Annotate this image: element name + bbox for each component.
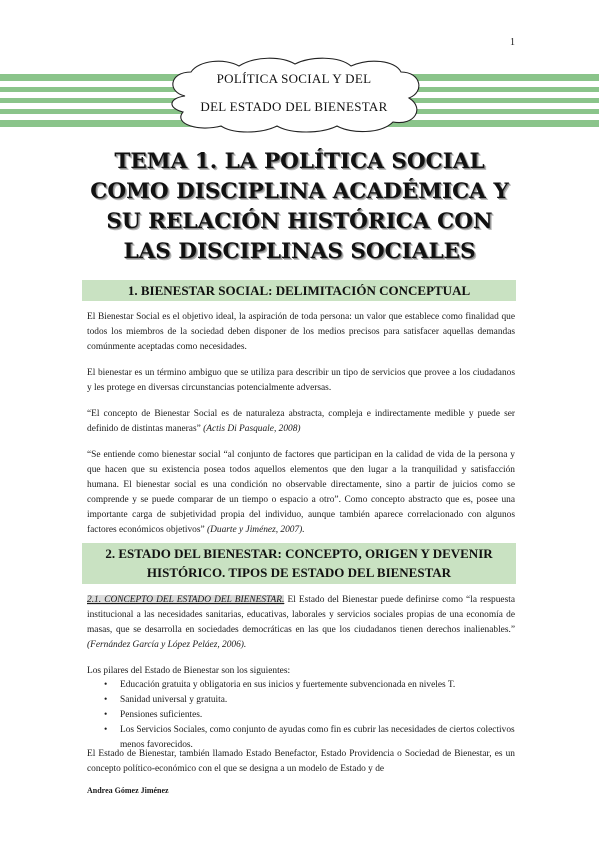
- citation: (Duarte y Jiménez, 2007).: [207, 525, 305, 535]
- page-number: 1: [510, 37, 515, 48]
- paragraph: El Estado de Bienestar, también llamado Estado Benefactor, Estado Providencia o Sociedad de Bienestar, es un concepto político-económico con el que se designa a un modelo de Estado y de: [87, 749, 515, 774]
- definition-paragraph: [87, 593, 515, 653]
- subsection-heading: 2.1. CONCEPTO DEL ESTADO DEL BIENESTAR.: [87, 595, 285, 605]
- footer-author: Andrea Gómez Jiménez: [87, 786, 169, 795]
- paragraph: El Bienestar Social es el objetivo ideal, la aspiración de toda persona: un valor que establece como finalidad que todos los miembros de la sociedad deben disponer de los medios precisos para satisfacer aquellas demandas comúnmente aceptadas como necesidades.: [87, 312, 515, 352]
- list-item: [100, 708, 515, 723]
- pillars-list: [100, 678, 515, 753]
- list-item-text: Pensiones suficientes.: [120, 710, 203, 720]
- main-title: [60, 147, 539, 267]
- bullet-icon: •: [104, 725, 108, 735]
- header-cloud: [163, 56, 425, 134]
- citation: (Actis Di Pasquale, 2008): [203, 424, 301, 434]
- quote-text: “El concepto de Bienestar Social es de naturaleza abstracta, compleja e indirectamente medible y puede ser definido de distintas maneras”: [87, 409, 515, 434]
- header-line-2: DEL ESTADO DEL BIENESTAR: [200, 99, 388, 114]
- quote-text: “Se entiende como bienestar social “al conjunto de factores que participan en la calidad de vida de la persona y que hacen que su existencia posea todos aquellos elementos que den lugar a la tranquilidad y satisfacción humana. El bienestar social es una condición no observable directamente, sino a partir de juicios como se comprende y se puede comparar de un tiempo o espacio a otro”. Como concepto abstracto que es, posee una importante carga de subjetividad propia del individuo, aunque también aparece correlacionado con algunos factores económicos objetivos”: [87, 450, 515, 535]
- list-item-text: Sanidad universal y gratuita.: [120, 695, 228, 705]
- list-item: [100, 678, 515, 693]
- quote-paragraph: [87, 407, 515, 437]
- quote-paragraph: [87, 448, 515, 538]
- title-line: TEMA 1. LA POLÍTICA SOCIAL: [114, 149, 485, 174]
- title-line: COMO DISCIPLINA ACADÉMICA Y: [90, 179, 509, 204]
- list-item-text: Los Servicios Sociales, como conjunto de ayudas como fin es cubrir las necesidades de ciertos colectivos menos favorecidos.: [120, 725, 515, 750]
- section-2-heading: [82, 543, 516, 584]
- section-2-heading-line: 2. ESTADO DEL BIENESTAR: CONCEPTO, ORIGEN Y DEVENIR: [105, 546, 493, 561]
- title-line: SU RELACIÓN HISTÓRICA CON: [106, 209, 493, 234]
- section-1-heading: 1. BIENESTAR SOCIAL: DELIMITACIÓN CONCEPTUAL: [82, 280, 516, 301]
- header-line-1: POLÍTICA SOCIAL Y DEL: [216, 71, 372, 86]
- bullet-icon: •: [104, 695, 108, 705]
- paragraph: El bienestar es un término ambiguo que se utiliza para describir un tipo de servicios que provee a los ciudadanos y les protege en diversas circunstancias potencialmente adversas.: [87, 368, 515, 393]
- citation: (Fernández García y López Peláez, 2006).: [87, 640, 247, 650]
- bullet-icon: •: [104, 680, 108, 690]
- pillars-intro: Los pilares del Estado de Bienestar son los siguientes:: [87, 666, 291, 676]
- list-item: [100, 693, 515, 708]
- bullet-icon: •: [104, 710, 108, 720]
- title-line: LAS DISCIPLINAS SOCIALES: [123, 239, 476, 264]
- section-2-heading-line: HISTÓRICO. TIPOS DE ESTADO DEL BIENESTAR: [146, 565, 452, 580]
- list-item-text: Educación gratuita y obligatoria en sus inicios y fuertemente subvencionada en niveles T.: [120, 680, 456, 690]
- definition-text: El Estado del Bienestar puede definirse como “la respuesta institucional a las necesidades sanitarias, educativas, laborales y servicios sociales propias de una economía de masas, que se desarrolla en sociedades democráticas en las que los ciudadanos tienen derechos inalienables.”: [87, 595, 515, 635]
